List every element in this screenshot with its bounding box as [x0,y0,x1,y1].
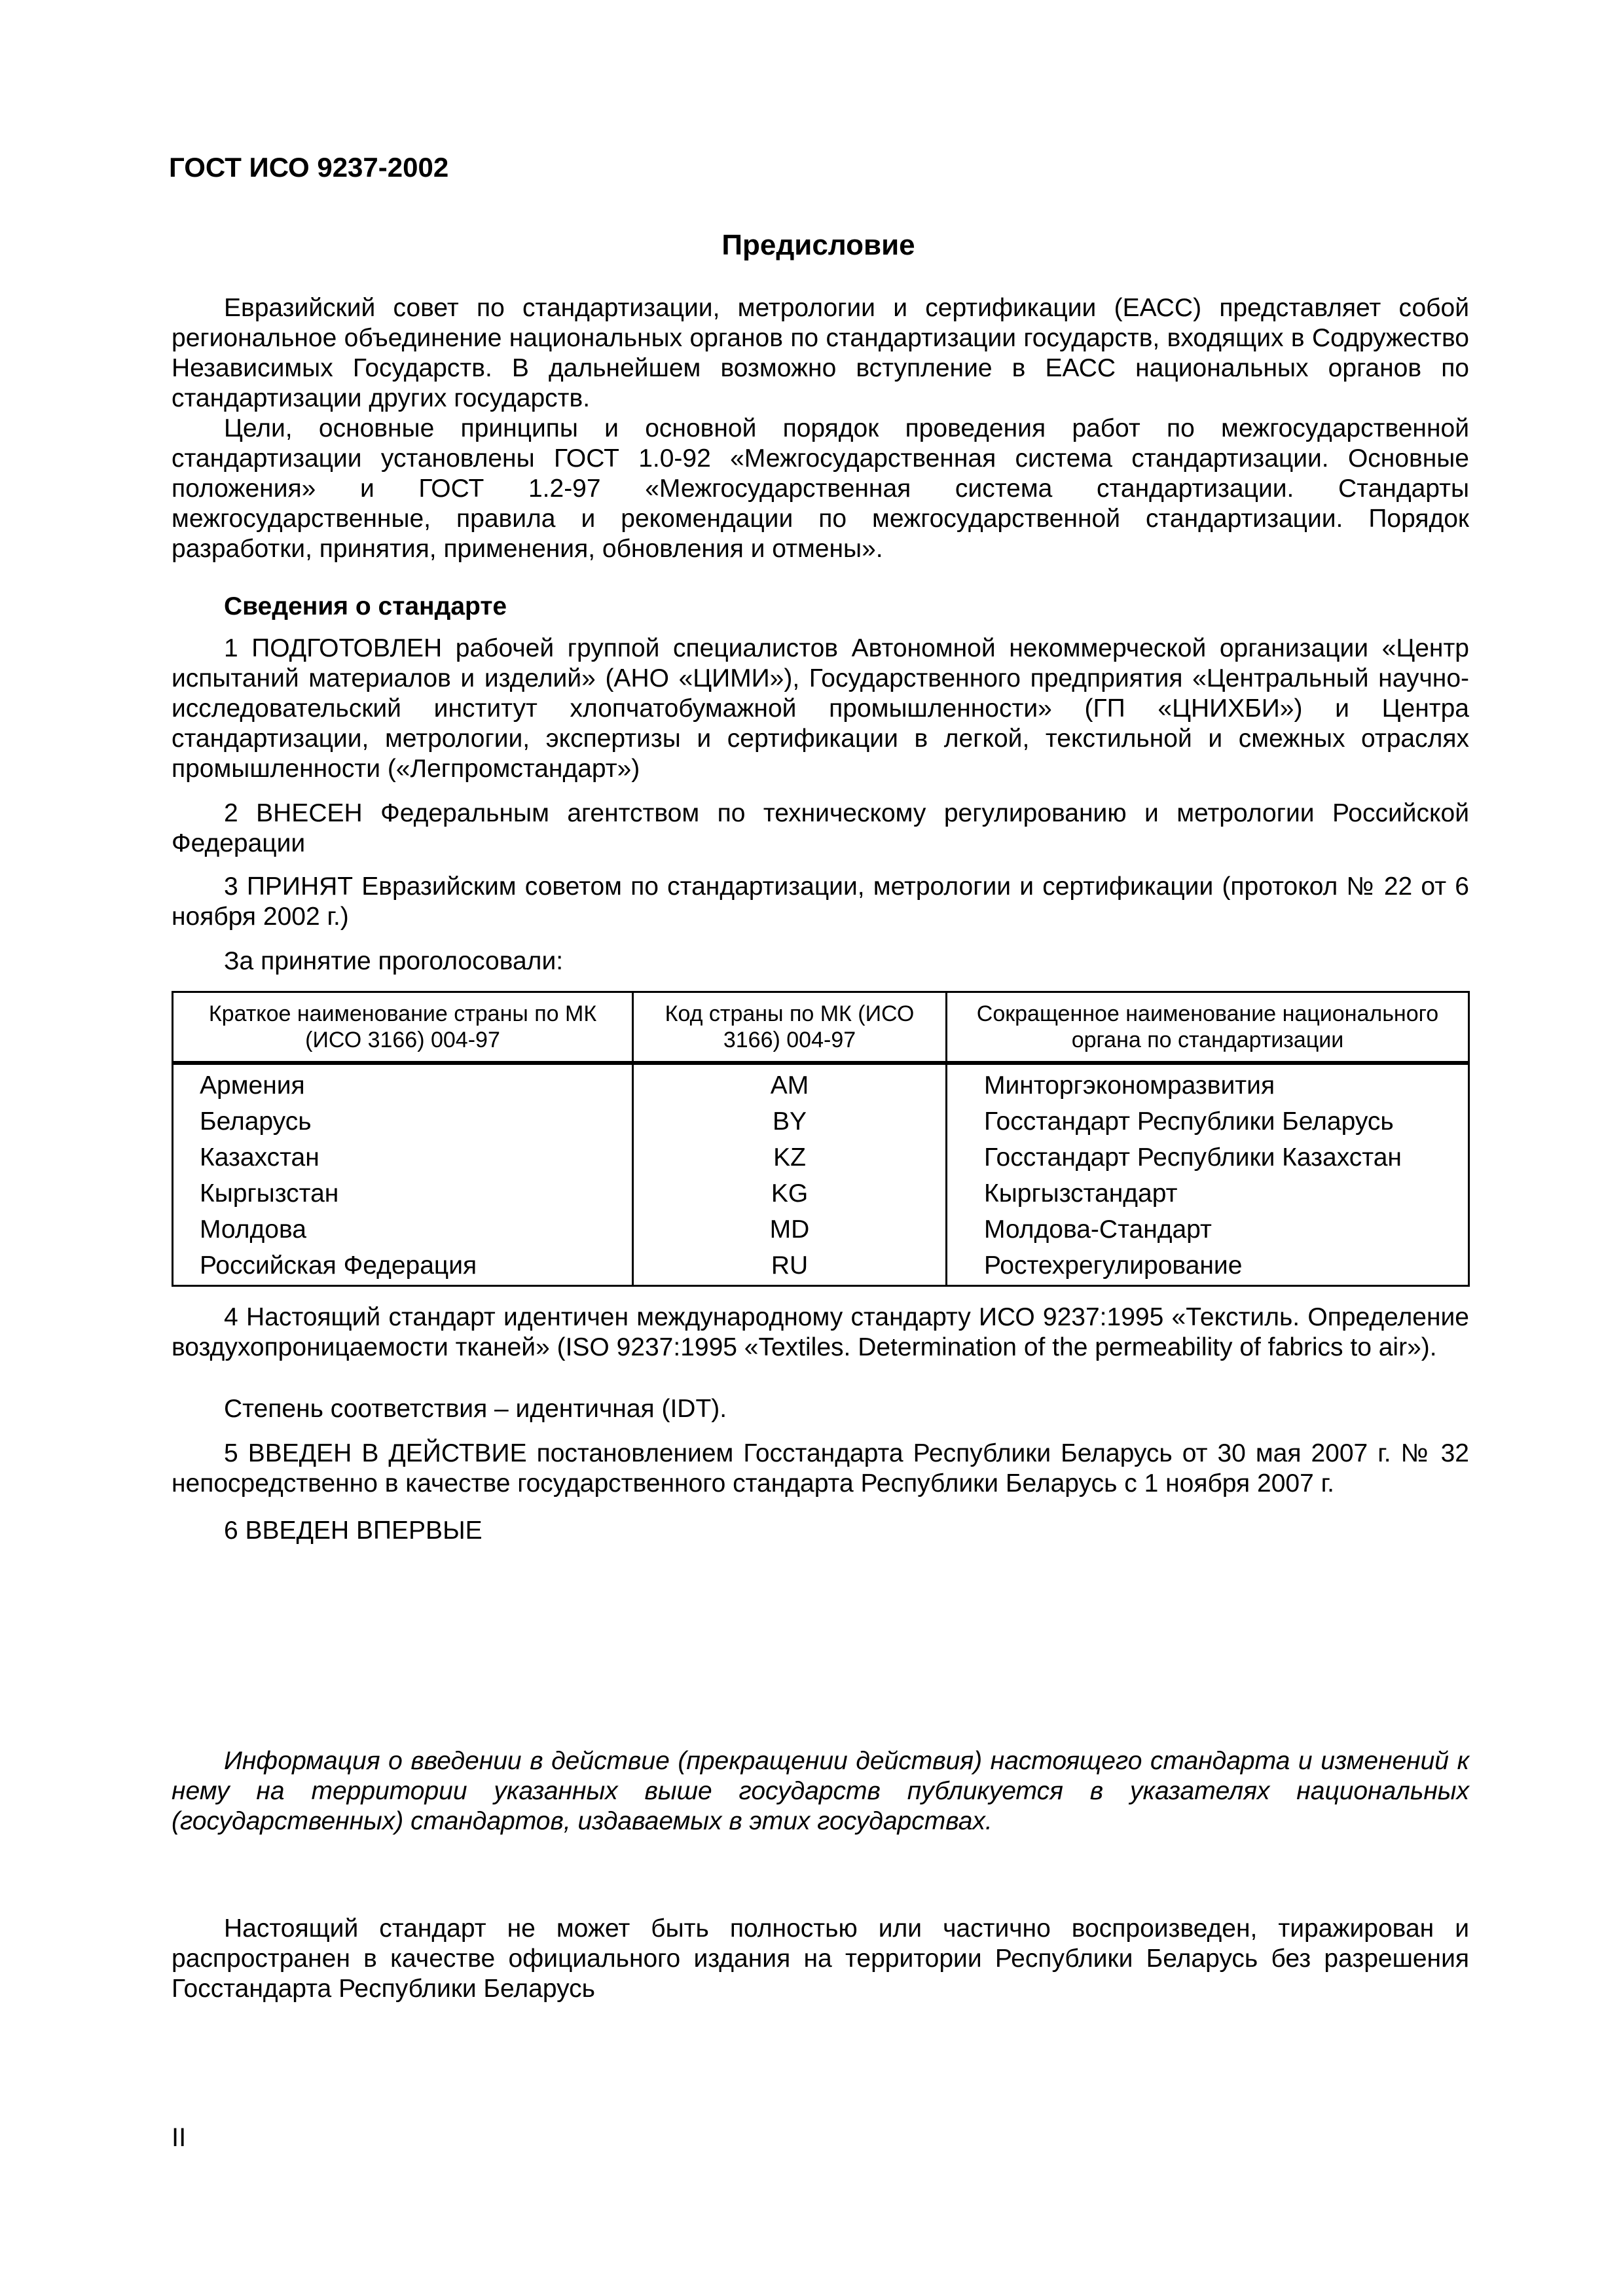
country-code-cell: KG [633,1175,947,1211]
info-notice-text: Информация о введении в действие (прекращении действия) настоящего стандарта и изменений к нему на территории указанных выше государств публикуется в указателях национальных (государственных) стандартов, издаваемых в этих государствах. [172,1747,1469,1835]
table-row [173,1175,1469,1211]
column-header-country: Краткое наименование страны по МК (ИСО 3166) 004-97 [173,992,633,1064]
item-1-section [172,634,1469,784]
standards-body-cell: Молдова-Стандарт [947,1211,1469,1247]
standards-body-cell: Госстандарт Республики Казахстан [947,1139,1469,1175]
intro-paragraph-2: Цели, основные принципы и основной порядок проведения работ по межгосударственной стандартизации установлены ГОСТ 1.0-92 «Межгосударственная система стандартизации. Основные положения» и ГОСТ 1.2-97 «Межгосударственная система стандартизации. Стандарты межгосударственные, правила и рекомендации по межгосударственной стандартизации. Порядок разработки, принятия, применения, обновления и отмены». [172,414,1469,563]
country-name-cell: Беларусь [173,1103,633,1139]
country-code-cell: BY [633,1103,947,1139]
item-5-section [172,1439,1469,1499]
table-row [173,1247,1469,1286]
country-name-cell: Молдова [173,1211,633,1247]
table-header-row [173,992,1469,1064]
country-name-cell: Кыргызстан [173,1175,633,1211]
page-title: Предисловие [721,229,915,261]
country-code-cell: KZ [633,1139,947,1175]
item-6-text: 6 ВВЕДЕН ВПЕРВЫЕ [224,1516,483,1545]
country-code-cell: MD [633,1211,947,1247]
item-4-text: 4 Настоящий стандарт идентичен международному стандарту ИСО 9237:1995 «Текстиль. Определение воздухопроницаемости тканей» (ISO 9237:1995 «Textiles. Determination of the permeability of fabrics to air»). [172,1303,1469,1361]
column-header-code: Код страны по МК (ИСО 3166) 004-97 [633,992,947,1064]
table-row [173,1139,1469,1175]
standard-info-heading: Сведения о стандарте [224,592,507,620]
standards-body-cell: Ростехрегулирование [947,1247,1469,1286]
copyright-notice-section [172,1914,1469,2004]
item-5-text: 5 ВВЕДЕН В ДЕЙСТВИЕ постановлением Госстандарта Республики Беларусь от 30 мая 2007 г. № 32 непосредственно в качестве государственного стандарта Республики Беларусь с 1 ноября 2007 г. [172,1439,1469,1498]
column-header-body: Сокращенное наименование национального органа по стандартизации [947,992,1469,1064]
voted-label: За принятие проголосовали: [224,947,564,975]
item-2-text: 2 ВНЕСЕН Федеральным агентством по техническому регулированию и метрологии Российской Федерации [172,799,1469,857]
item-2-section [172,798,1469,859]
page-number: II [172,2123,187,2152]
standards-body-cell: Минторгэкономразвития [947,1063,1469,1103]
country-code-cell: AM [633,1063,947,1103]
item-3-section [172,872,1469,932]
table-row [173,1063,1469,1103]
country-name-cell: Казахстан [173,1139,633,1175]
country-code-cell: RU [633,1247,947,1286]
standards-body-cell: Кыргызстандарт [947,1175,1469,1211]
item-3-text: 3 ПРИНЯТ Евразийским советом по стандартизации, метрологии и сертификации (протокол № 22 от 6 ноября 2002 г.) [172,872,1469,931]
item-4-section [172,1302,1469,1363]
document-code-header: ГОСТ ИСО 9237-2002 [169,152,449,183]
item-1-text: 1 ПОДГОТОВЛЕН рабочей группой специалистов Автономной некоммерческой организации «Центр испытаний материалов и изделий» (АНО «ЦИМИ»), Государственного предприятия «Центральный научно-исследовательский институт хлопчатобумажной промышленности» (ГП «ЦНИХБИ») и Центра стандартизации, метрологии, экспертизы и сертификации в легкой, текстильной и смежных отраслях промышленности («Легпромстандарт») [172,634,1469,783]
standards-body-cell: Госстандарт Республики Беларусь [947,1103,1469,1139]
info-notice-section [172,1746,1469,1837]
voting-countries-table [172,991,1470,1287]
table-row [173,1103,1469,1139]
country-name-cell: Российская Федерация [173,1247,633,1286]
conformity-degree: Степень соответствия – идентичная (IDT). [224,1395,727,1423]
intro-section [172,293,1469,564]
table-row [173,1211,1469,1247]
intro-paragraph-1: Евразийский совет по стандартизации, метрологии и сертификации (ЕАСС) представляет собой региональное объединение национальных органов по стандартизации государств, входящих в Содружество Независимых Государств. В дальнейшем возможно вступление в ЕАСС национальных органов по стандартизации других государств. [172,294,1469,412]
country-name-cell: Армения [173,1063,633,1103]
copyright-notice-text: Настоящий стандарт не может быть полностью или частично воспроизведен, тиражирован и распространен в качестве официального издания на территории Республики Беларусь без разрешения Госстандарта Республики Беларусь [172,1914,1469,2003]
